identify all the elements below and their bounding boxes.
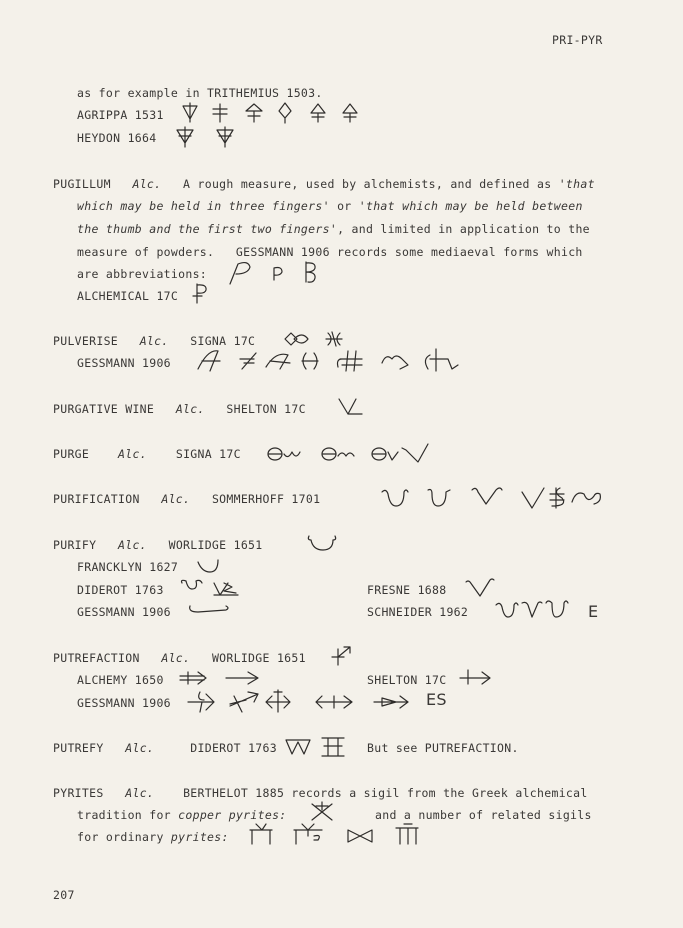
- entry-purge: [53, 447, 241, 461]
- agrippa-sigils: [180, 102, 370, 124]
- page-number: 207: [53, 888, 75, 902]
- putrefaction-gessmann-sigils: [186, 686, 416, 716]
- alchemical-label: ALCHEMICAL 17C: [77, 289, 179, 303]
- putrefaction-worlidge-sigil: [330, 643, 356, 667]
- abbr: Alc.: [125, 741, 155, 755]
- pyrites-line2-end: and a number of related sigils: [375, 808, 592, 822]
- text: BERTHELOT 1885 records a sigil from the Greek alchemical: [183, 786, 588, 800]
- heydon-label: HEYDON 1664: [77, 131, 157, 145]
- putrefaction-shelton-sigil: [458, 666, 494, 688]
- quote: 'that which may be held between: [358, 199, 583, 213]
- headword: PURIFY: [53, 538, 97, 552]
- pugillum-line4: measure of powders. GESSMANN 1906 records some mediaeval forms which: [77, 245, 583, 259]
- putrefaction-es: ES: [426, 690, 447, 709]
- entry-purify: [53, 538, 263, 552]
- italic-text: pyrites:: [170, 830, 229, 844]
- abbr: Alc.: [118, 447, 147, 461]
- pyrites-sigils: [248, 822, 428, 848]
- source: SIGNA 17C: [175, 447, 241, 461]
- headword: PURIFICATION: [53, 492, 140, 506]
- purify-diderot-sigils: [178, 577, 248, 599]
- abbr: Alc.: [161, 492, 191, 506]
- copper-pyrites-sigil: [308, 800, 338, 824]
- source: WORLIDGE 1651: [211, 651, 306, 665]
- putrefy-see: But see PUTREFACTION.: [367, 741, 519, 755]
- abbr: Alc.: [118, 538, 147, 552]
- purgative-sigil: [336, 396, 366, 418]
- entry-putrefaction: [53, 651, 306, 665]
- source: WORLIDGE 1651: [168, 538, 263, 552]
- abbr: Alc.: [139, 334, 169, 348]
- source: SOMMERHOFF 1701: [211, 492, 321, 506]
- entry-putrefy: [53, 741, 277, 755]
- abbr: Alc.: [175, 402, 205, 416]
- quote: which may be held in three fingers': [77, 199, 330, 213]
- pyrites-line3: [77, 830, 229, 844]
- quote: 'that: [558, 177, 595, 191]
- entry-pyrites: [53, 786, 588, 800]
- purification-sigils: [380, 484, 620, 514]
- entry-purgative-wine: [53, 402, 306, 416]
- putrefaction-alchemy: ALCHEMY 1650: [77, 673, 164, 687]
- alchemical-sigil: [192, 281, 212, 305]
- abbr: Alc.: [161, 651, 191, 665]
- source: DIDEROT 1763: [190, 741, 277, 755]
- purify-schneider-e: E: [588, 602, 599, 621]
- heydon-sigils: [172, 126, 242, 148]
- text: A rough measure, used by alchemists, and defined as: [183, 177, 552, 191]
- headword: PYRITES: [53, 786, 104, 800]
- putrefaction-gessmann: GESSMANN 1906: [77, 696, 171, 710]
- text: tradition for: [77, 808, 171, 822]
- agrippa-label: AGRIPPA 1531: [77, 108, 164, 122]
- purify-gessmann: GESSMANN 1906: [77, 605, 171, 619]
- intro-line: as for example in TRITHEMIUS 1503.: [77, 86, 323, 100]
- pugillum-sigils: [226, 258, 326, 286]
- purify-francklyn-sigil: [196, 556, 226, 576]
- purify-schneider-sigils: [494, 597, 578, 623]
- italic-text: copper pyrites:: [178, 808, 287, 822]
- purify-francklyn: FRANCKLYN 1627: [77, 560, 179, 574]
- purify-fresne: FRESNE 1688: [367, 583, 447, 597]
- pulverise-gessmann: GESSMANN 1906: [77, 356, 171, 370]
- pulverise-gessmann-sigils: [196, 345, 466, 377]
- purify-gessmann-sigil: [186, 600, 236, 618]
- headword: PURGATIVE WINE: [53, 402, 155, 416]
- pugillum-line5: are abbreviations:: [77, 267, 208, 281]
- headword: PUTREFACTION: [53, 651, 140, 665]
- pyrites-line2: [77, 808, 287, 822]
- source: SIGNA 17C: [190, 334, 256, 348]
- pugillum-line3: [77, 222, 590, 236]
- running-head: PRI-PYR: [552, 33, 603, 47]
- purify-schneider: SCHNEIDER 1962: [367, 605, 469, 619]
- abbr: Alc.: [125, 786, 155, 800]
- headword: PUGILLUM: [53, 177, 111, 191]
- putrefaction-alchemy-sigils: [178, 668, 288, 688]
- purify-diderot: DIDEROT 1763: [77, 583, 164, 597]
- purge-sigils: [266, 440, 446, 466]
- text: , and limited in application to the: [337, 222, 590, 236]
- headword: PURGE: [53, 447, 90, 461]
- putrefaction-shelton: SHELTON 17C: [367, 673, 447, 687]
- quote: the thumb and the first two fingers': [77, 222, 338, 236]
- text: for ordinary: [77, 830, 164, 844]
- entry-purification: [53, 492, 320, 506]
- putrefy-sigils: [284, 734, 354, 758]
- purify-worlidge-sigil: [305, 532, 345, 554]
- source: SHELTON 17C: [226, 402, 306, 416]
- headword: PULVERISE: [53, 334, 119, 348]
- text: or: [337, 199, 352, 213]
- abbr: Alc.: [132, 177, 162, 191]
- entry-pugillum: [53, 177, 595, 191]
- headword: PUTREFY: [53, 741, 104, 755]
- pugillum-line2: [77, 199, 583, 213]
